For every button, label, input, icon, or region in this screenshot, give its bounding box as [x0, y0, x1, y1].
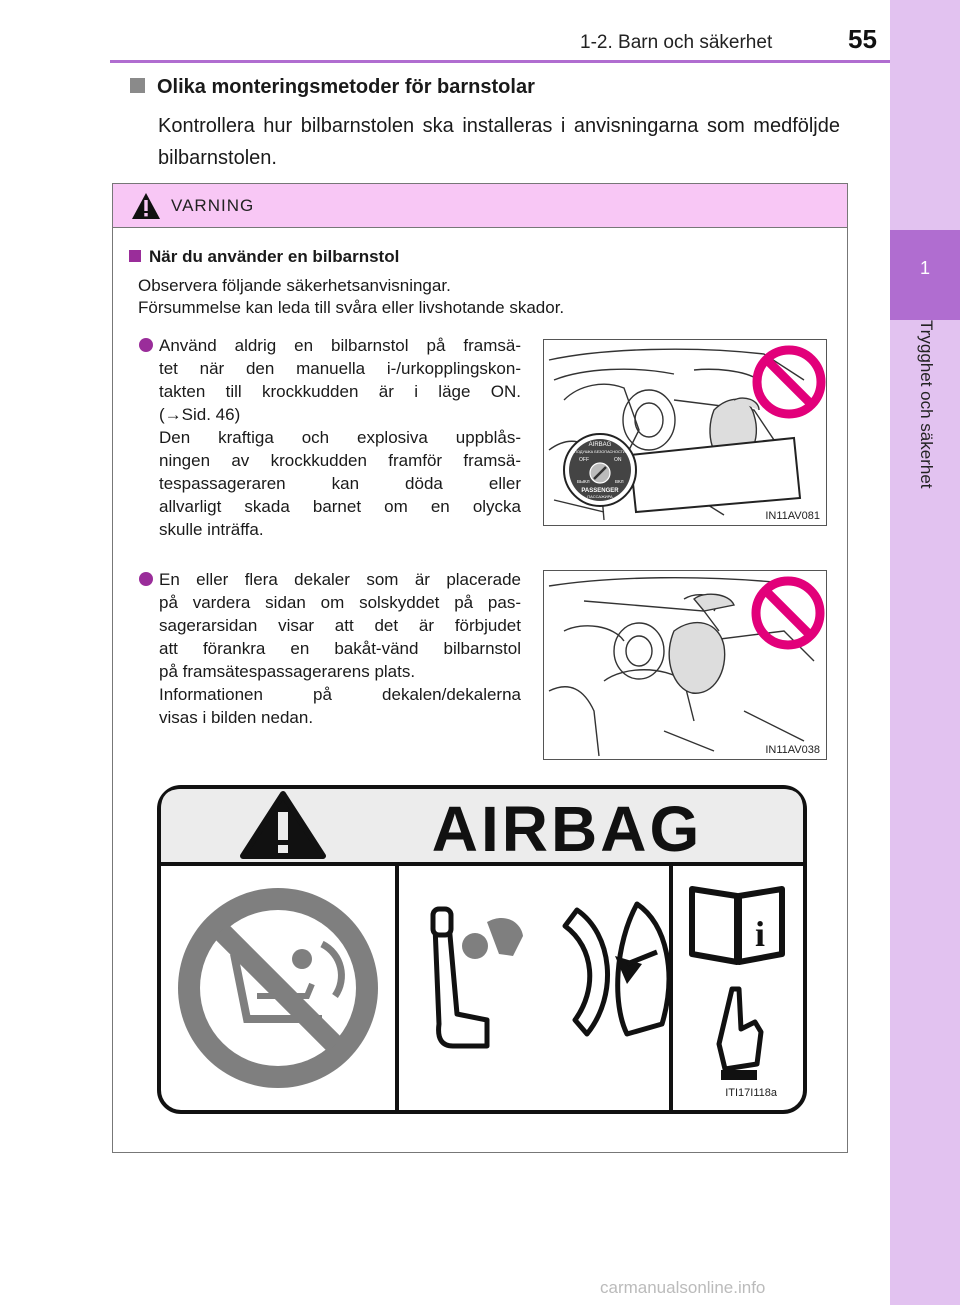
bullet-line: skulle inträffa.: [159, 520, 264, 539]
warning-note-line: Försummelse kan leda till svåra eller livshotande skador.: [138, 298, 565, 317]
svg-text:AIRBAG: AIRBAG: [588, 442, 612, 448]
chapter-side-tab: [890, 0, 960, 1305]
warning-note-line: Observera följande säkerhetsanvisningar.: [138, 276, 451, 295]
bullet-line: Använd aldrig en bilbarnstol på framsä-: [159, 336, 521, 355]
square-bullet-icon: [129, 250, 141, 262]
bullet-line: Informationen på dekalen/dekalerna: [159, 685, 521, 704]
bullet-line: allvarligt skada barnet om en olycka: [159, 497, 521, 516]
warning-subheading: [129, 247, 399, 267]
figure-code: IN11AV081: [765, 510, 820, 522]
figure-airbag-switch: [543, 339, 827, 526]
chapter-number: 1: [919, 258, 930, 278]
page-number: 55: [848, 24, 877, 54]
svg-text:i: i: [754, 914, 766, 954]
watermark: carmanualsonline.info: [600, 1278, 766, 1297]
bullet-line: visas i bilden nedan.: [159, 708, 314, 727]
warning-subheading-text: När du använder en bilbarnstol: [149, 247, 400, 266]
round-bullet-icon: [139, 572, 153, 586]
figure-code: IN11AV038: [765, 744, 820, 756]
warning-note: [138, 275, 564, 319]
section-intro: Kontrollera hur bilbarnstolen ska installeras i anvisningarna som medföljde bilbarnstolen.: [158, 115, 840, 169]
section-heading: [130, 76, 535, 99]
warning-bullet-2: [139, 568, 521, 729]
svg-text:ВКЛ: ВКЛ: [615, 479, 624, 484]
prohibited-child-seat-icon: [178, 888, 378, 1088]
bullet-line: på framsätespassagerarens plats.: [159, 662, 416, 681]
svg-text:ВЫКЛ: ВЫКЛ: [577, 479, 590, 484]
label-title: AIRBAG: [431, 793, 703, 865]
svg-text:OFF: OFF: [579, 457, 589, 463]
airbag-label-illustration: [157, 784, 807, 1119]
section-heading-text: Olika monteringsmetoder för barnstolar: [157, 76, 535, 98]
figure-code: ITI17I118a: [725, 1087, 777, 1099]
bullet-line: (→Sid. 46): [159, 405, 241, 424]
figure-sun-visor-label: [543, 570, 827, 760]
svg-text:ON: ON: [614, 457, 622, 463]
round-bullet-icon: [139, 338, 153, 352]
warning-title: VARNING: [171, 196, 255, 215]
header-divider: [110, 60, 890, 63]
bullet-line: takten till krockkudden är i läge ON.: [159, 382, 521, 401]
warning-header: [113, 184, 847, 228]
warning-bullet-1: [139, 334, 521, 541]
warning-triangle-icon: [131, 192, 161, 220]
bullet-line: på vardera sidan om solskyddet på pas-: [159, 593, 521, 612]
bullet-line: tet när den manuella i-/urkopplingskon-: [159, 359, 521, 378]
bullet-line: sagerarsidan visar att det är förbjudet: [159, 616, 521, 635]
car-interior-illustration: [544, 340, 826, 525]
bullet-line: att förankra en bakåt-vänd bilbarnstol: [159, 639, 521, 658]
bullet-line: tespassageraren kan döda eller: [159, 474, 521, 493]
car-interior-illustration: [544, 571, 826, 759]
svg-text:PASSENGER: PASSENGER: [581, 488, 619, 494]
airbag-warning-label: [157, 784, 807, 1119]
header-section-title: 1-2. Barn och säkerhet: [580, 32, 773, 53]
bullet-line: Den kraftiga och explosiva uppblås-: [159, 428, 521, 447]
bullet-line: ningen av krockkudden framför framsä-: [159, 451, 521, 470]
warning-box: [112, 183, 848, 1153]
svg-text:ПОДУШКА БЕЗОПАСНОСТИ: ПОДУШКА БЕЗОПАСНОСТИ: [574, 450, 626, 454]
square-bullet-icon: [130, 78, 145, 93]
bullet-line: En eller flera dekaler som är placerade: [159, 570, 521, 589]
chapter-title: Trygghet och säkerhet: [917, 320, 936, 489]
svg-text:ПАССАЖИРА: ПАССАЖИРА: [587, 494, 613, 499]
